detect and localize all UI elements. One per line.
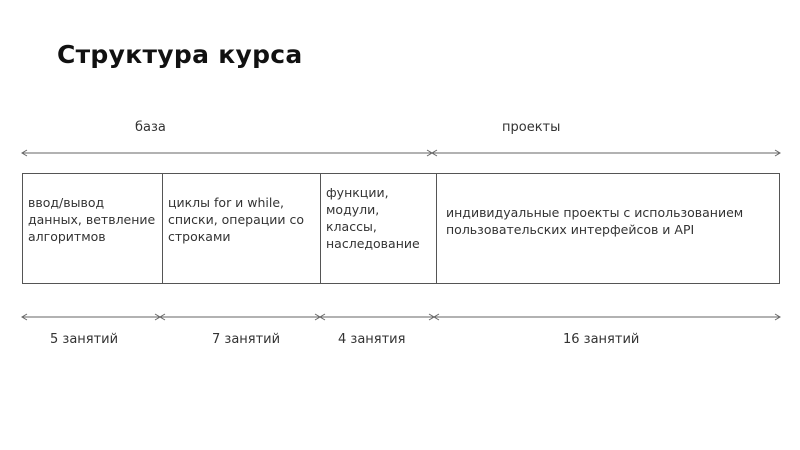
slide-title: Структура курса	[57, 40, 303, 69]
base-range-arrow	[22, 150, 432, 156]
header-projects: проекты	[502, 120, 561, 135]
segment-arrow-2	[160, 314, 320, 320]
count-label-4: 16 занятий	[563, 332, 640, 347]
count-label-1: 5 занятий	[50, 332, 119, 347]
cell-individual-projects: индивидуальные проекты с использованием пользовательских интерфейсов и API	[446, 205, 744, 237]
segment-arrow-1	[22, 314, 160, 320]
count-label-2: 7 занятий	[212, 332, 281, 347]
segment-arrow-4	[434, 314, 780, 320]
count-label-3: 4 занятия	[338, 332, 406, 347]
cell-loops-lists: циклы for и while, списки, операции со строками	[163, 174, 321, 283]
cell-io-branching: ввод/вывод данных, ветвление алгоритмов	[23, 174, 163, 283]
cell-functions-classes: функции, модули, классы, наследование	[321, 174, 437, 283]
projects-range-arrow	[432, 150, 780, 156]
course-structure-table	[22, 173, 780, 284]
header-base: база	[135, 120, 166, 135]
segment-arrow-3	[320, 314, 434, 320]
